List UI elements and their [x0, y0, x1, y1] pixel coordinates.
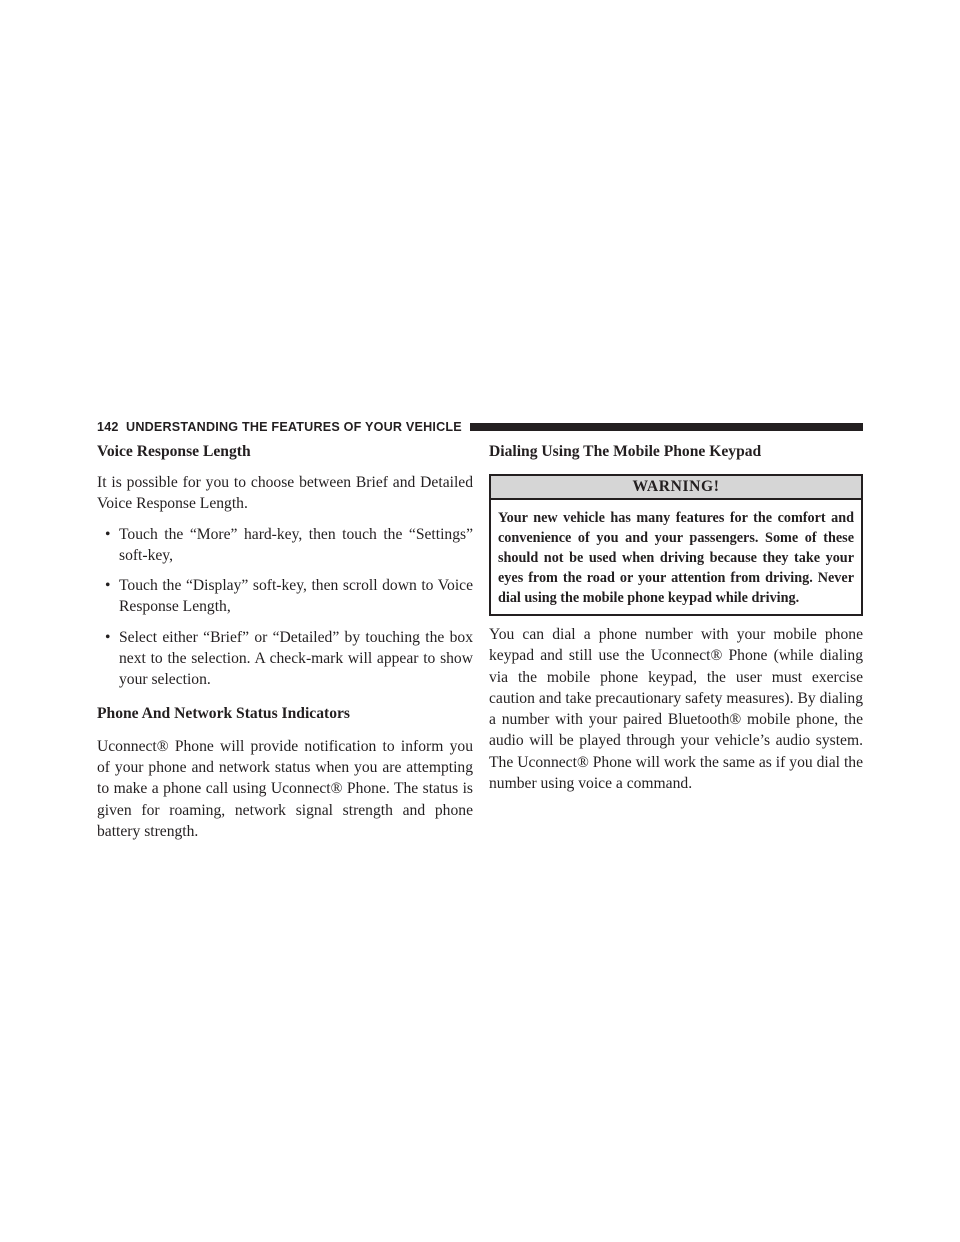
list-item-text: Touch the “More” hard-key, then touch the “Settings” soft-key,	[119, 525, 473, 564]
page-header	[97, 417, 863, 437]
dialing-heading: Dialing Using The Mobile Phone Keypad	[489, 443, 762, 460]
section-title: UNDERSTANDING THE FEATURES OF YOUR VEHICLE	[126, 420, 462, 434]
bullet-icon: •	[105, 525, 111, 543]
warning-title: WARNING!	[491, 476, 861, 500]
header-rule	[470, 423, 863, 431]
dialing-body: You can dial a phone number with your mobile phone keypad and still use the Uconnect® Phone (while dialing via the mobile phone keypad, the user must exercise caution and take precautionary safety measures). By dialing a number with your paired Bluetooth® mobile phone, the audio will be played through your vehicle’s audio system. The Uconnect® Phone will work the same as if you dial the number using voice a command.	[489, 626, 863, 793]
list-item	[97, 575, 473, 618]
voice-response-intro: It is possible for you to choose between Brief and Detailed Voice Response Length.	[97, 474, 473, 513]
page-number: 142	[97, 420, 119, 434]
voice-response-heading: Voice Response Length	[97, 443, 251, 460]
warning-box	[489, 474, 863, 616]
header-spacer	[119, 420, 126, 434]
list-item-text: Touch the “Display” soft-key, then scroll down to Voice Response Length,	[119, 577, 473, 616]
warning-body: Your new vehicle has many features for the comfort and convenience of you and your passengers. Some of these should not be used when driving because they take your eyes from the road or your attention from driving. Never dial using the mobile phone keypad while driving.	[498, 510, 854, 606]
status-indicators-body: Uconnect® Phone will provide notification to inform you of your phone and network status when you are attempting to make a phone call using Uconnect® Phone. The status is given for roaming, network signal strength and phone battery strength.	[97, 737, 473, 840]
right-column	[489, 442, 863, 794]
voice-response-steps	[97, 524, 473, 691]
left-column	[97, 442, 473, 842]
bullet-icon: •	[105, 577, 111, 595]
list-item	[97, 524, 473, 567]
status-indicators-heading: Phone And Network Status Indicators	[97, 704, 350, 722]
list-item-text: Select either “Brief” or “Detailed” by touching the box next to the selection. A check-mark will appear to show your selection.	[119, 628, 473, 689]
list-item	[97, 627, 473, 691]
bullet-icon: •	[105, 628, 111, 646]
